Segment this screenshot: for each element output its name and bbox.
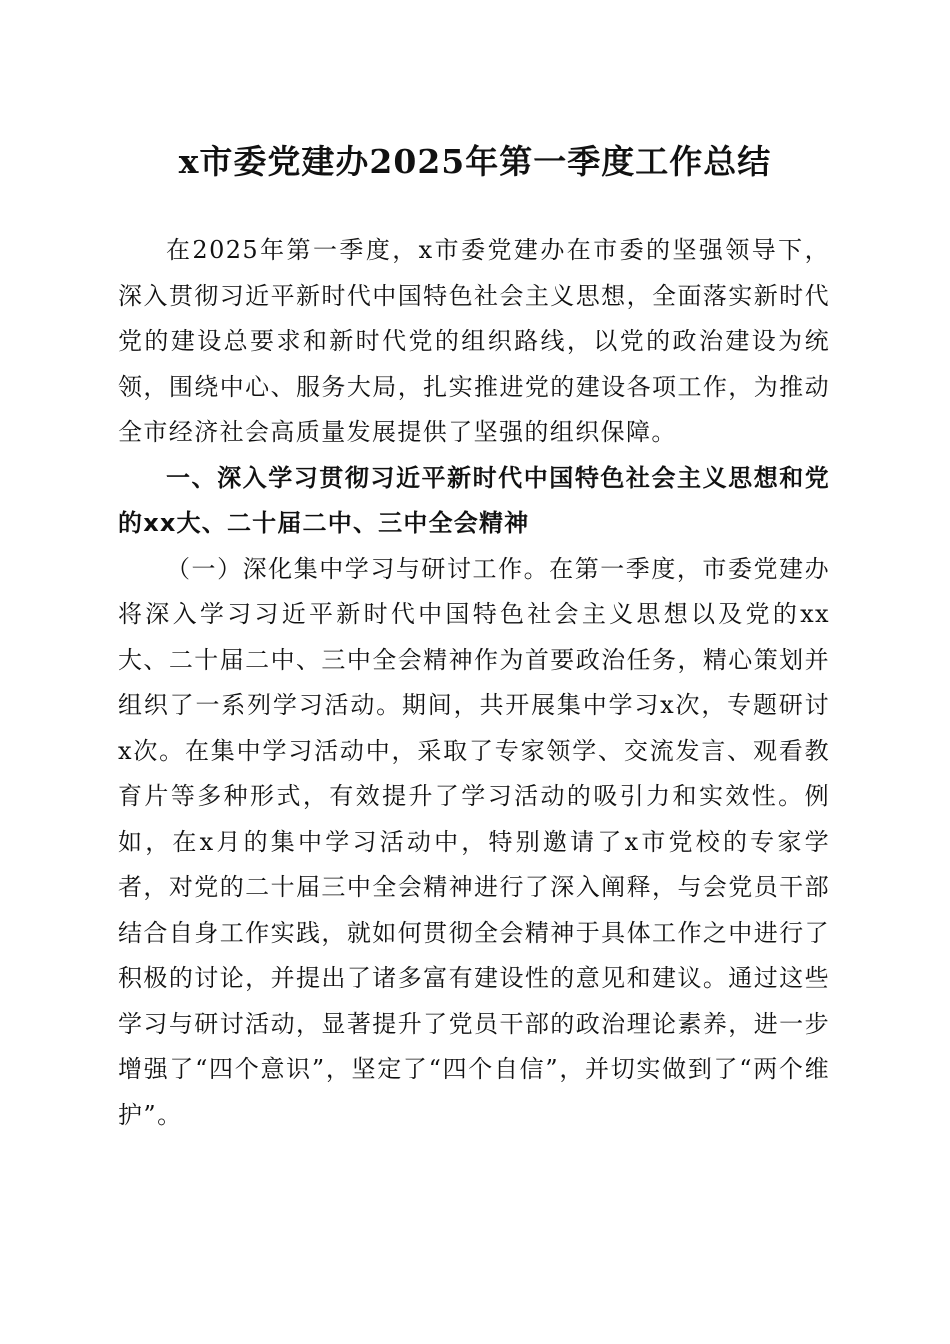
document-title: x市委党建办2025年第一季度工作总结 <box>178 142 772 181</box>
section-heading-1: 一、深入学习贯彻习近平新时代中国特色社会主义思想和党的xx大、二十届二中、三中全会精神 <box>118 463 830 537</box>
section-1-paragraph-1: （一）深化集中学习与研讨工作。在第一季度，市委党建办将深入学习习近平新时代中国特色社会主义思想以及党的xx大、二十届二中、三中全会精神作为首要政治任务，精心策划并组织了一系列学习活动。期间，共开展集中学习x次，专题研讨x次。在集中学习活动中，采取了专家领学、交流发言、观看教育片等多种形式，有效提升了学习活动的吸引力和实效性。例如，在x月的集中学习活动中，特别邀请了x市党校的专家学者，对党的二十届三中全会精神进行了深入阐释，与会党员干部结合自身工作实践，就如何贯彻全会精神于具体工作之中进行了积极的讨论，并提出了诸多富有建设性的意见和建议。通过这些学习与研讨活动，显著提升了党员干部的政治理论素养，进一步增强了“四个意识”，坚定了“四个自信”，并切实做到了“两个维护”。 <box>118 554 830 1129</box>
intro-paragraph: 在2025年第一季度，x市委党建办在市委的坚强领导下，深入贯彻习近平新时代中国特色社会主义思想，全面落实新时代党的建设总要求和新时代党的组织路线，以党的政治建设为统领，围绕中心、服务大局，扎实推进党的建设各项工作，为推动全市经济社会高质量发展提供了坚强的组织保障。 <box>118 236 830 446</box>
document-body <box>118 228 830 1138</box>
